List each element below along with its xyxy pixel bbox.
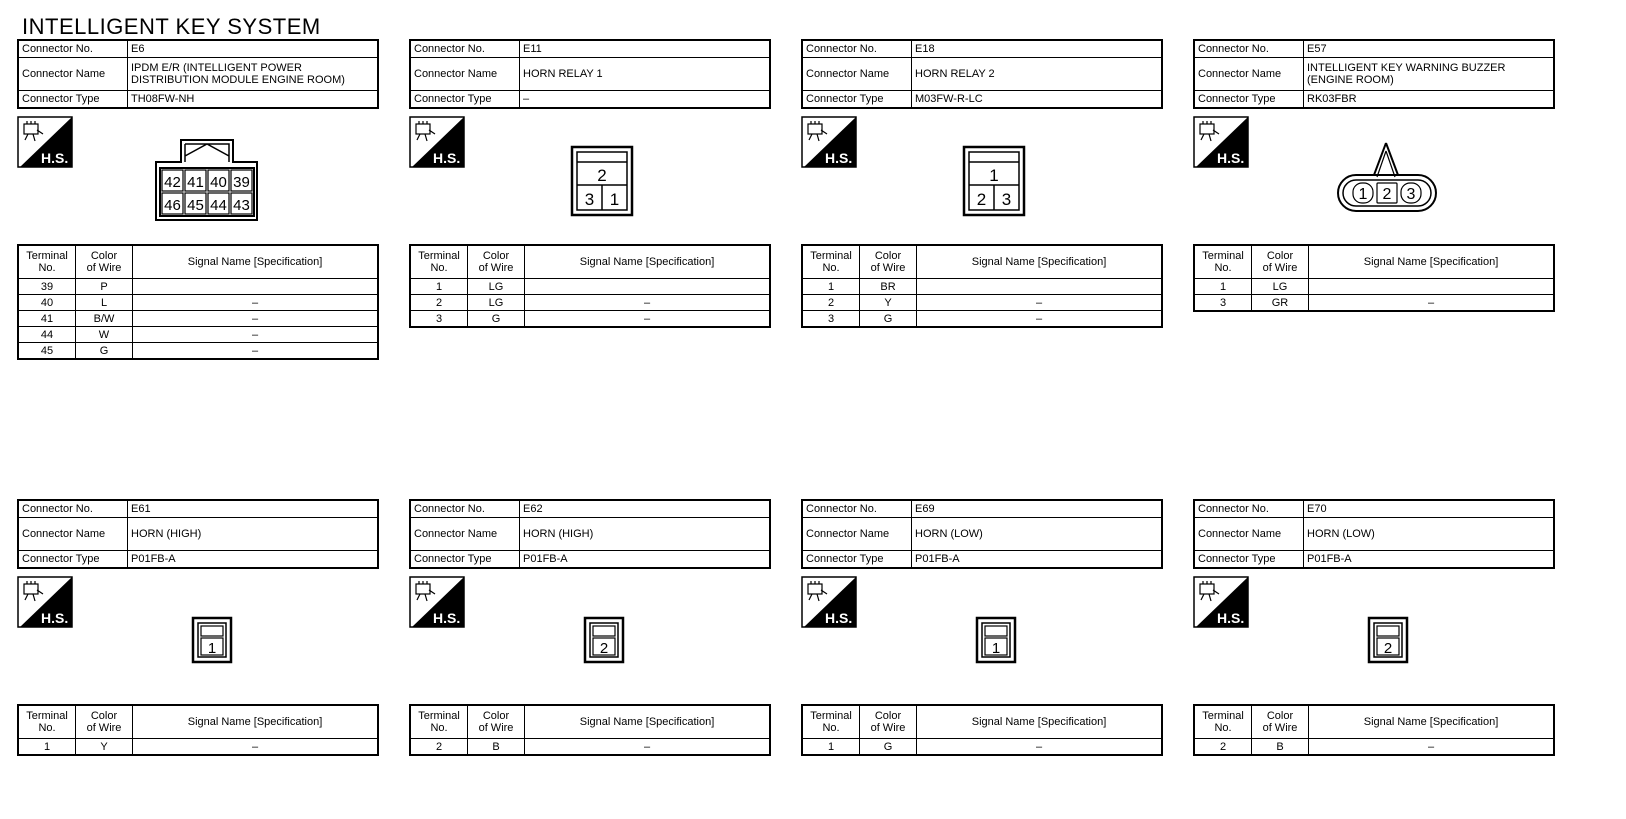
terminal-table xyxy=(17,244,379,360)
wire-color: Y xyxy=(860,295,917,311)
of-wire-header: of Wire xyxy=(478,722,514,734)
terminal-no: 1 xyxy=(802,279,860,295)
terminal-header: Terminal xyxy=(1202,250,1244,262)
color-header: Color xyxy=(874,710,902,722)
connector-name-label: Connector Name xyxy=(18,518,128,551)
wire-color: LG xyxy=(1252,279,1309,295)
connector-info-table xyxy=(409,39,771,109)
connector-type: P01FB-A xyxy=(912,551,1163,569)
connector-block xyxy=(801,39,1179,359)
signal-name: – xyxy=(1309,295,1555,312)
connector-no: E62 xyxy=(520,500,771,518)
connector-type: P01FB-A xyxy=(128,551,379,569)
connector-info-table xyxy=(409,499,771,569)
wire-color: G xyxy=(76,343,133,360)
color-header: Color xyxy=(90,710,118,722)
signal-name xyxy=(525,279,771,295)
wire-color: G xyxy=(860,311,917,328)
of-wire-header: of Wire xyxy=(1262,722,1298,734)
terminal-row xyxy=(1194,279,1554,295)
hs-label: H.S. xyxy=(825,150,853,166)
of-wire-header: of Wire xyxy=(1262,262,1298,274)
connector-block xyxy=(17,499,395,819)
wire-color: LG xyxy=(468,295,525,311)
connector-type-label: Connector Type xyxy=(410,551,520,569)
connector-type-label: Connector Type xyxy=(802,91,912,109)
signal-name: – xyxy=(133,739,379,756)
connector-type-label: Connector Type xyxy=(18,91,128,109)
connector-no: E6 xyxy=(128,40,379,58)
connector-name-line1: HORN (HIGH) xyxy=(131,528,202,540)
terminal-table xyxy=(1193,704,1555,756)
terminal-row xyxy=(802,295,1162,311)
signal-name: – xyxy=(133,295,379,311)
connector-no-label: Connector No. xyxy=(802,40,912,58)
signal-name: – xyxy=(917,295,1163,311)
connector-type: – xyxy=(520,91,771,109)
connector-type-label: Connector Type xyxy=(410,91,520,109)
signal-header: Signal Name [Specification] xyxy=(917,245,1163,279)
terminal-no: 1 xyxy=(802,739,860,756)
terminal-header: Terminal xyxy=(810,710,852,722)
connector-no: E11 xyxy=(520,40,771,58)
connector-no-label: Connector No. xyxy=(18,40,128,58)
no-header: No. xyxy=(38,262,56,274)
connector-face-relay xyxy=(962,145,1026,217)
connector-info-table xyxy=(17,39,379,109)
terminal-no: 40 xyxy=(18,295,76,311)
no-header: No. xyxy=(430,722,448,734)
connector-no-label: Connector No. xyxy=(1194,40,1304,58)
terminal-header: Terminal xyxy=(810,250,852,262)
connector-type-label: Connector Type xyxy=(802,551,912,569)
signal-header: Signal Name [Specification] xyxy=(1309,705,1555,739)
harness-side-icon xyxy=(409,116,465,168)
connector-no-label: Connector No. xyxy=(410,500,520,518)
wire-color: BR xyxy=(860,279,917,295)
hs-label: H.S. xyxy=(41,610,69,626)
terminal-row xyxy=(18,327,378,343)
connector-block xyxy=(17,39,395,359)
connector-face-single xyxy=(583,616,625,664)
wire-color: B xyxy=(468,739,525,756)
connector-type: P01FB-A xyxy=(1304,551,1555,569)
no-header: No. xyxy=(1214,722,1232,734)
connector-block xyxy=(801,499,1179,819)
connector-info-table xyxy=(1193,39,1555,109)
pin-label: 1 xyxy=(609,190,620,209)
color-header: Color xyxy=(1266,710,1294,722)
connector-name-line1: HORN (LOW) xyxy=(915,528,983,540)
harness-side-icon xyxy=(801,116,857,168)
connector-no-label: Connector No. xyxy=(802,500,912,518)
signal-name: – xyxy=(917,311,1163,328)
terminal-header: Terminal xyxy=(1202,710,1244,722)
terminal-row xyxy=(410,279,770,295)
connector-name-line2: DISTRIBUTION MODULE ENGINE ROOM) xyxy=(131,74,345,86)
signal-header: Signal Name [Specification] xyxy=(525,245,771,279)
harness-side-icon xyxy=(409,576,465,628)
connector-no-label: Connector No. xyxy=(410,40,520,58)
pin-label: 1 xyxy=(991,640,1001,657)
of-wire-header: of Wire xyxy=(870,722,906,734)
terminal-no: 2 xyxy=(1194,739,1252,756)
pin-label: 46 xyxy=(164,197,181,214)
color-header: Color xyxy=(1266,250,1294,262)
no-header: No. xyxy=(1214,262,1232,274)
terminal-no: 45 xyxy=(18,343,76,360)
terminal-row xyxy=(410,295,770,311)
terminal-no: 1 xyxy=(18,739,76,756)
pin-label: 2 xyxy=(599,640,609,657)
connector-info-table xyxy=(1193,499,1555,569)
terminal-row xyxy=(1194,295,1554,312)
connector-type-label: Connector Type xyxy=(1194,551,1304,569)
terminal-no: 2 xyxy=(410,739,468,756)
pin-label: 2 xyxy=(1383,640,1393,657)
terminal-header: Terminal xyxy=(26,250,68,262)
terminal-table xyxy=(409,244,771,328)
pin-label: 1 xyxy=(989,166,999,185)
page-title: INTELLIGENT KEY SYSTEM xyxy=(22,14,321,39)
connector-no: E69 xyxy=(912,500,1163,518)
wire-color: G xyxy=(860,739,917,756)
pin-label: 3 xyxy=(1001,190,1012,209)
wire-color: LG xyxy=(468,279,525,295)
signal-name: – xyxy=(525,295,771,311)
terminal-row xyxy=(410,311,770,328)
connector-name-line1: HORN (HIGH) xyxy=(523,528,594,540)
terminal-row xyxy=(18,739,378,756)
connector-type: TH08FW-NH xyxy=(128,91,379,109)
wire-color: B/W xyxy=(76,311,133,327)
connector-face-e6 xyxy=(153,138,261,222)
wire-color: B xyxy=(1252,739,1309,756)
terminal-header: Terminal xyxy=(26,710,68,722)
harness-side-icon xyxy=(1193,576,1249,628)
connector-name-label: Connector Name xyxy=(802,58,912,91)
pin-label: 43 xyxy=(233,197,250,214)
connector-type-label: Connector Type xyxy=(18,551,128,569)
signal-header: Signal Name [Specification] xyxy=(1309,245,1555,279)
connector-name-label: Connector Name xyxy=(18,58,128,91)
connector-name-label: Connector Name xyxy=(802,518,912,551)
signal-name: – xyxy=(133,343,379,360)
connector-type: RK03FBR xyxy=(1304,91,1555,109)
wire-color: P xyxy=(76,279,133,295)
connector-name-line1: HORN RELAY 2 xyxy=(915,68,995,80)
connector-name-line1: HORN RELAY 1 xyxy=(523,68,603,80)
connector-type-label: Connector Type xyxy=(1194,91,1304,109)
terminal-no: 1 xyxy=(410,279,468,295)
terminal-table xyxy=(409,704,771,756)
terminal-no: 39 xyxy=(18,279,76,295)
signal-header: Signal Name [Specification] xyxy=(133,705,379,739)
harness-side-icon xyxy=(17,116,73,168)
terminal-row xyxy=(802,279,1162,295)
connector-block xyxy=(1193,39,1571,359)
pin-label: 1 xyxy=(207,640,217,657)
signal-name xyxy=(133,279,379,295)
signal-header: Signal Name [Specification] xyxy=(525,705,771,739)
terminal-row xyxy=(802,311,1162,328)
harness-side-icon xyxy=(801,576,857,628)
connector-no: E61 xyxy=(128,500,379,518)
no-header: No. xyxy=(822,722,840,734)
signal-name: – xyxy=(133,311,379,327)
connector-name-label: Connector Name xyxy=(1194,58,1304,91)
signal-name xyxy=(1309,279,1555,295)
wire-color: L xyxy=(76,295,133,311)
terminal-table xyxy=(17,704,379,756)
connector-name-label: Connector Name xyxy=(410,518,520,551)
of-wire-header: of Wire xyxy=(478,262,514,274)
no-header: No. xyxy=(38,722,56,734)
connector-face-single xyxy=(975,616,1017,664)
color-header: Color xyxy=(482,710,510,722)
connector-block xyxy=(409,499,787,819)
connector-name-label: Connector Name xyxy=(1194,518,1304,551)
harness-side-icon xyxy=(17,576,73,628)
of-wire-header: of Wire xyxy=(86,262,122,274)
terminal-no: 3 xyxy=(1194,295,1252,312)
connector-type: M03FW-R-LC xyxy=(912,91,1163,109)
connector-no: E57 xyxy=(1304,40,1555,58)
connector-type: P01FB-A xyxy=(520,551,771,569)
signal-name: – xyxy=(525,739,771,756)
connector-face-single xyxy=(1367,616,1409,664)
signal-header: Signal Name [Specification] xyxy=(917,705,1163,739)
pin-label: 3 xyxy=(584,190,595,209)
signal-name xyxy=(917,279,1163,295)
wire-color: GR xyxy=(1252,295,1309,312)
connector-face-single xyxy=(191,616,233,664)
terminal-header: Terminal xyxy=(418,710,460,722)
terminal-table xyxy=(801,704,1163,756)
hs-label: H.S. xyxy=(1217,610,1245,626)
terminal-row xyxy=(18,279,378,295)
connector-face-e57 xyxy=(1336,141,1440,213)
terminal-header: Terminal xyxy=(418,250,460,262)
pin-label: 42 xyxy=(164,174,181,191)
connector-no: E70 xyxy=(1304,500,1555,518)
connector-block xyxy=(1193,499,1571,819)
pin-label: 45 xyxy=(187,197,204,214)
connector-name-line1: IPDM E/R (INTELLIGENT POWER xyxy=(131,62,302,74)
connector-no-label: Connector No. xyxy=(1194,500,1304,518)
signal-header: Signal Name [Specification] xyxy=(133,245,379,279)
wire-color: W xyxy=(76,327,133,343)
color-header: Color xyxy=(482,250,510,262)
connector-name-label: Connector Name xyxy=(410,58,520,91)
wire-color: Y xyxy=(76,739,133,756)
of-wire-header: of Wire xyxy=(870,262,906,274)
pin-label: 3 xyxy=(1406,186,1416,203)
hs-label: H.S. xyxy=(433,610,461,626)
hs-label: H.S. xyxy=(433,150,461,166)
no-header: No. xyxy=(430,262,448,274)
connector-block xyxy=(409,39,787,359)
connector-face-relay xyxy=(570,145,634,217)
terminal-no: 3 xyxy=(802,311,860,328)
terminal-table xyxy=(1193,244,1555,312)
terminal-row xyxy=(18,295,378,311)
hs-label: H.S. xyxy=(1217,150,1245,166)
terminal-row xyxy=(802,739,1162,756)
signal-name: – xyxy=(917,739,1163,756)
of-wire-header: of Wire xyxy=(86,722,122,734)
terminal-row xyxy=(18,311,378,327)
terminal-row xyxy=(410,739,770,756)
pin-label: 40 xyxy=(210,174,227,191)
pin-label: 41 xyxy=(187,174,204,191)
connector-info-table xyxy=(801,499,1163,569)
no-header: No. xyxy=(822,262,840,274)
signal-name: – xyxy=(525,311,771,328)
hs-label: H.S. xyxy=(41,150,69,166)
connector-info-table xyxy=(801,39,1163,109)
pin-label: 2 xyxy=(597,166,607,185)
terminal-table xyxy=(801,244,1163,328)
pin-label: 1 xyxy=(1358,186,1368,203)
pin-label: 2 xyxy=(1382,186,1392,203)
terminal-no: 41 xyxy=(18,311,76,327)
terminal-no: 2 xyxy=(802,295,860,311)
terminal-no: 1 xyxy=(1194,279,1252,295)
signal-name: – xyxy=(1309,739,1555,756)
terminal-row xyxy=(1194,739,1554,756)
signal-name: – xyxy=(133,327,379,343)
harness-side-icon xyxy=(1193,116,1249,168)
terminal-no: 3 xyxy=(410,311,468,328)
connector-name-line1: HORN (LOW) xyxy=(1307,528,1375,540)
connector-no: E18 xyxy=(912,40,1163,58)
terminal-row xyxy=(18,343,378,360)
hs-label: H.S. xyxy=(825,610,853,626)
connector-info-table xyxy=(17,499,379,569)
wire-color: G xyxy=(468,311,525,328)
color-header: Color xyxy=(90,250,118,262)
pin-label: 2 xyxy=(976,190,987,209)
pin-label: 39 xyxy=(233,174,250,191)
connector-name-line2: (ENGINE ROOM) xyxy=(1307,74,1394,86)
connector-no-label: Connector No. xyxy=(18,500,128,518)
terminal-no: 44 xyxy=(18,327,76,343)
connector-name-line1: INTELLIGENT KEY WARNING BUZZER xyxy=(1307,62,1506,74)
pin-label: 44 xyxy=(210,197,227,214)
terminal-no: 2 xyxy=(410,295,468,311)
color-header: Color xyxy=(874,250,902,262)
